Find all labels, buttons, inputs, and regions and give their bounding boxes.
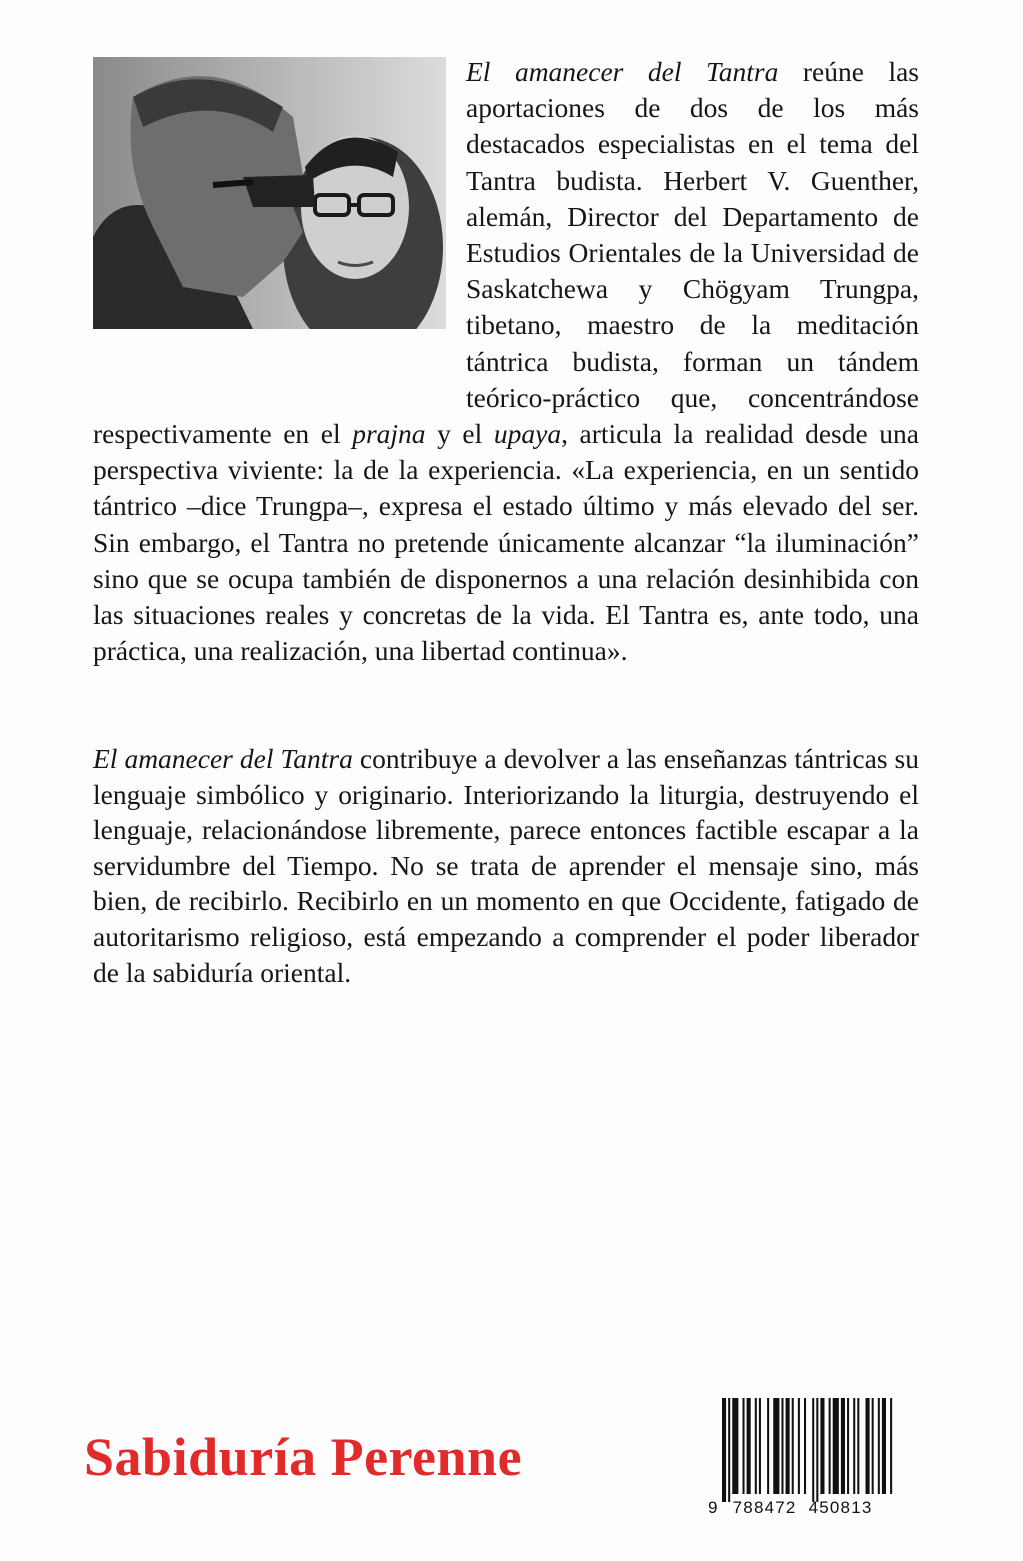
barcode-bar (747, 1398, 751, 1494)
barcode-right-group: 450813 (808, 1498, 873, 1517)
description-paragraph-2 (93, 741, 919, 990)
paragraph-2-text: contribuye a devolver a las enseñanzas tántricas su lenguaje simbólico y originario. Interiorizando la liturgia, destruyendo el lenguaje, relacionándose libremente, parece entonces factible escapar a la servidumbre del Tiempo. No se trata de aprender el mensaje sino, más bien, de recibirlo. Recibirlo en un momento en que Occidente, fatigado de autoritarismo religioso, está empezando a comprender el poder liberador de la sabiduría oriental. (93, 743, 919, 988)
paragraph-1-text-a: reúne las aportaciones de dos de los más destacados especialistas en el tema del Tantra budista. Herbert V. Guenther, alemán, Director del Departamento de Estudios Orientales de la Universidad de Saskatchewa y Chögyam Trungpa, tibetano, maestro de la meditación tántrica budista, forman un tándem teórico-práctico que, concentrándose respectivamente en el (93, 56, 919, 450)
barcode-bar (722, 1398, 726, 1502)
paragraph-1-text-b: y el (425, 418, 494, 450)
barcode-bar (878, 1398, 880, 1494)
barcode-bar (833, 1398, 839, 1494)
paragraph-1-text-c: , articula la realidad desde una perspectiva viviente: la de la experiencia. «La experiencia, en un sentido tántrico –dice Trungpa–, expresa el estado último y más elevado del ser. Sin embargo, el Tantra no pretende únicamente alcanzar “la iluminación” sino que se ocupa también de disponernos a una relación desinhibida con las situaciones reales y concretas de la vida. El Tantra es, ante todo, una práctica, una realización, una libertad continua». (93, 418, 919, 667)
barcode-bar (743, 1398, 745, 1494)
barcode-bar (847, 1398, 849, 1494)
barcode-bar (841, 1398, 845, 1494)
barcode-bar (829, 1398, 831, 1494)
barcode-bar (767, 1398, 769, 1494)
barcode-bar (732, 1398, 738, 1494)
photo-wrap-spacer (93, 54, 466, 381)
barcode-first-digit: 9 (708, 1498, 719, 1517)
barcode-bar (820, 1398, 824, 1494)
barcode-bar (816, 1398, 818, 1502)
term-upaya: upaya (493, 418, 562, 450)
description-paragraph-1 (93, 54, 919, 669)
barcode-bar (798, 1398, 800, 1494)
barcode-bar (759, 1398, 761, 1494)
barcode-bar (728, 1398, 730, 1502)
barcode-bar (781, 1398, 783, 1494)
barcode-bar (804, 1398, 806, 1494)
barcode-bars (708, 1398, 903, 1502)
barcode-bar (872, 1398, 874, 1494)
barcode-bar (890, 1398, 892, 1494)
book-title-italic-2: El amanecer del Tantra (93, 743, 353, 774)
barcode-left-group: 788472 (732, 1498, 797, 1517)
barcode-bar (812, 1398, 814, 1502)
barcode-bar (755, 1398, 757, 1494)
barcode-bar (853, 1398, 855, 1494)
barcode-bar (786, 1398, 790, 1494)
isbn-barcode (708, 1398, 903, 1519)
barcode-bar (857, 1398, 859, 1494)
barcode-digits (708, 1498, 903, 1518)
book-title-italic: El amanecer del Tantra (466, 56, 779, 87)
barcode-bar (773, 1398, 779, 1494)
series-name: Sabiduría Perenne (84, 1427, 523, 1487)
term-prajna: prajna (352, 418, 426, 450)
barcode-bar (882, 1398, 886, 1494)
barcode-bar (792, 1398, 794, 1494)
barcode-bar (866, 1398, 870, 1494)
